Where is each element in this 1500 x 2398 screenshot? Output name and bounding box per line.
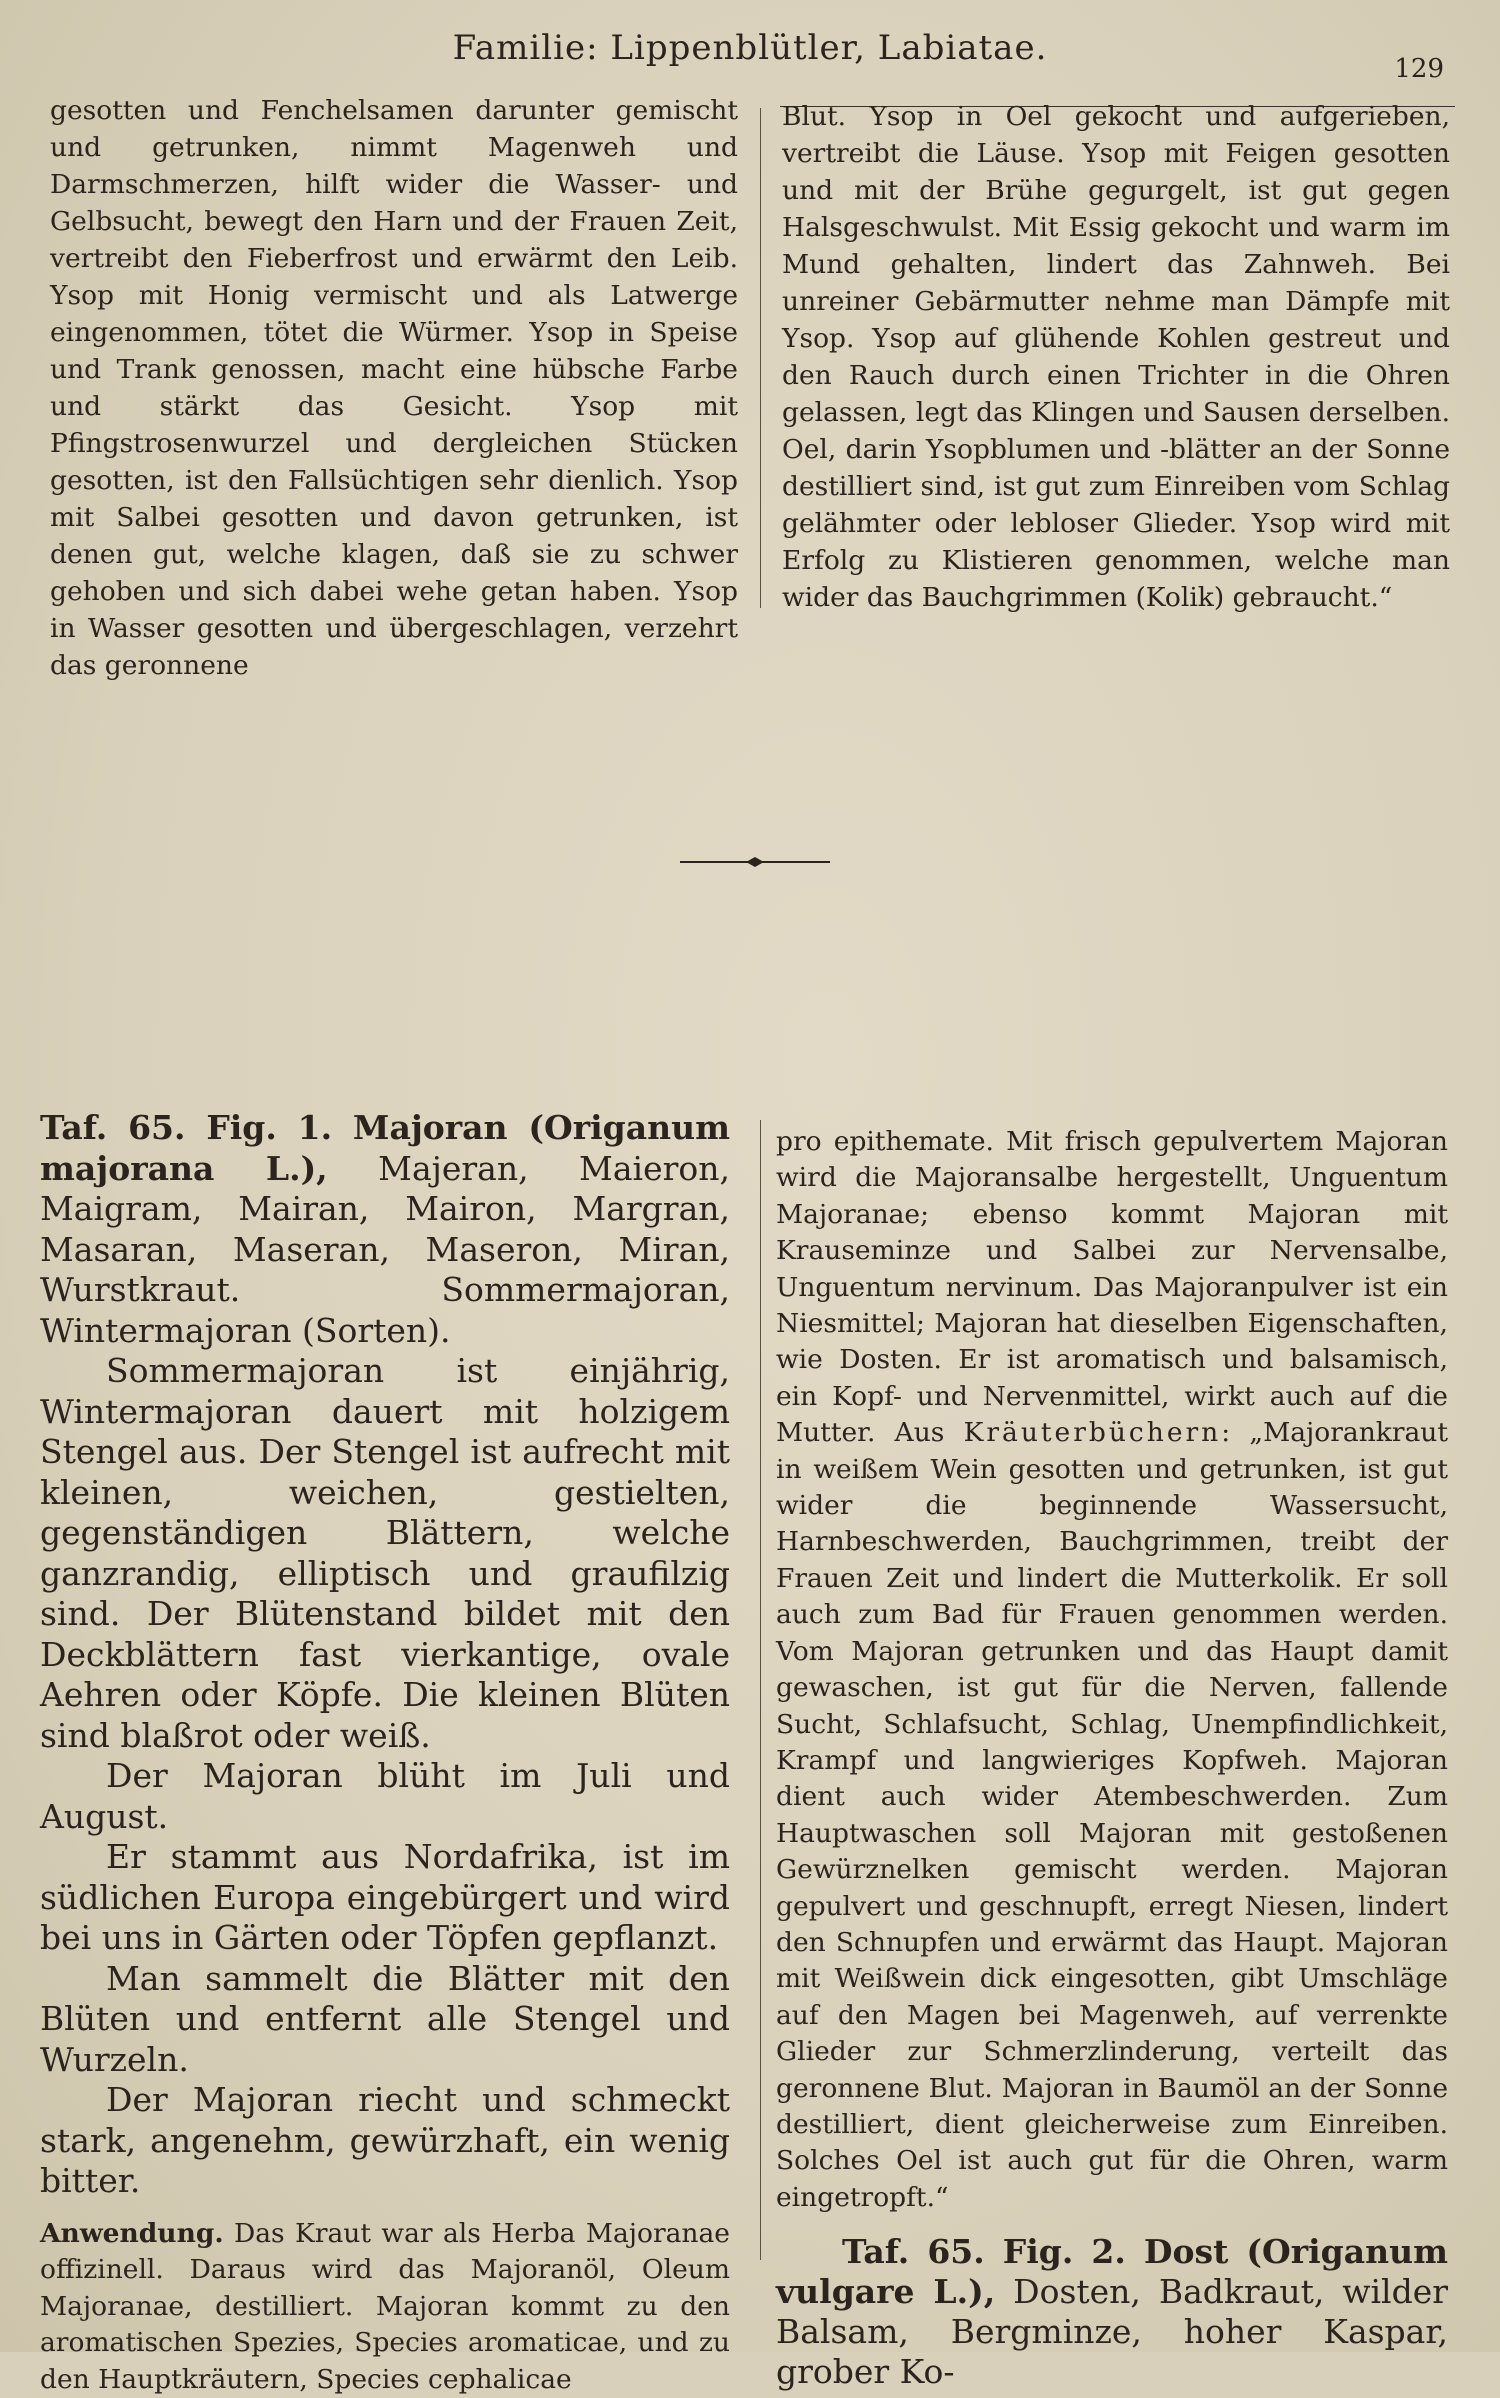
usage-continued-text: pro epithemate. Mit frisch gepulvertem Majoran wird die Majoransalbe hergestellt, Unguentum Majoranae; ebenso kommt Majoran mit Krauseminze und Salbei zur Nervensalbe, Unguentum nervinum. Das Majoranpulver ist ein Niesmittel; Majoran hat dieselben Eigenschaften, wie Dosten. Er ist aromatisch und balsamisch, ein Kopf- und Nervenmittel, wirkt auch auf die Mutter. Aus	[776, 1126, 1448, 1448]
column-divider	[760, 108, 761, 608]
herbals-label: Kräuterbüchern	[964, 1417, 1222, 1448]
paragraph: gesotten und Fenchelsamen darunter gemischt und getrunken, nimmt Magenweh und Darmschmerzen, hilft wider die Wasser- und Gelbsucht, bewegt den Harn und der Frauen Zeit, vertreibt den Fieberfrost und erwärmt den Leib. Ysop mit Honig vermischt und als Latwerge eingenommen, tötet die Würmer. Ysop in Speise und Trank genossen, macht eine hübsche Farbe und stärkt das Gesicht. Ysop mit Pfingstrosenwurzel und dergleichen Stücken gesotten, ist den Fallsüchtigen sehr dienlich. Ysop mit Salbei gesotten und davon getrunken, ist denen gut, welche klagen, daß sie zu schwer gehoben und sich dabei wehe getan haben. Ysop in Wasser gesotten und übergeschlagen, verzehrt das geronnene	[50, 92, 738, 684]
usage-label: Anwendung.	[40, 2218, 224, 2249]
paragraph-flowering: Der Majoran blüht im Juli und August.	[40, 1756, 730, 1837]
running-head: Familie: Lippenblütler, Labiatae.	[0, 28, 1500, 68]
entry-heading-fig2	[776, 2232, 1448, 2392]
page-number: 129	[1394, 54, 1444, 84]
paragraph-harvest: Man sammelt die Blätter mit den Blüten und entfernt alle Stengel und Wurzeln.	[40, 1959, 730, 2081]
top-right-column	[782, 98, 1450, 616]
bottom-left-column	[40, 1108, 730, 2398]
section-ornament	[680, 856, 830, 868]
entry-heading	[40, 1108, 730, 1351]
entry-heading-synonyms: Majeran, Maieron, Maigram, Mairan, Mairon, Margran, Masaran, Maseran, Maseron, Miran, Wurstkraut. Sommermajoran, Wintermajoran (Sorten).	[40, 1149, 730, 1350]
bottom-right-column	[776, 1124, 1448, 2392]
paragraph: Blut. Ysop in Oel gekocht und aufgerieben, vertreibt die Läuse. Ysop mit Feigen gesotten und mit der Brühe gegurgelt, ist gut gegen Halsgeschwulst. Mit Essig gekocht und warm im Mund gehalten, lindert das Zahnweh. Bei unreiner Gebärmutter nehme man Dämpfe mit Ysop. Ysop auf glühende Kohlen gestreut und den Rauch durch einen Trichter in die Ohren gelassen, legt das Klingen und Sausen derselben. Oel, darin Ysopblumen und -blätter an der Sonne destilliert sind, ist gut zum Einreiben vom Schlag gelähmter oder lebloser Glieder. Ysop wird mit Erfolg zu Klistieren genommen, welche man wider das Bauchgrimmen (Kolik) gebraucht.“	[782, 98, 1450, 616]
entry-heading-title: Taf. 65. Fig. 1. Majoran (Origanum majorana L.),	[40, 1108, 730, 1188]
herbals-quote: : „Majorankraut in weißem Wein gesotten und getrunken, ist gut wider die beginnende Wassersucht, Harnbeschwerden, Bauchgrimmen, treibt der Frauen Zeit und lindert die Mutterkolik. Er soll auch zum Bad für Frauen genommen werden. Vom Majoran getrunken und das Haupt damit gewaschen, ist gut für die Nerven, fallende Sucht, Schlafsucht, Schlag, Unempfindlichkeit, Krampf und langwieriges Kopfweh. Majoran dient auch wider Atembeschwerden. Zum Hauptwaschen soll Majoran mit gestoßenen Gewürznelken gemischt werden. Majoran gepulvert und geschnupft, erregt Niesen, lindert den Schnupfen und erwärmt das Haupt. Majoran mit Weißwein dick eingesotten, gibt Umschläge auf den Magen bei Magenweh, auf verrenkte Glieder zur Schmerzlinderung, verteilt das geronnene Blut. Majoran in Baumöl an der Sonne destilliert, dient gleicherweise zum Einreiben. Solches Oel ist auch gut für die Ohren, warm eingetropft.“	[776, 1417, 1448, 2213]
usage-text: Das Kraut war als Herba Majoranae offizinell. Daraus wird das Majoranöl, Oleum Majoranae, destilliert. Majoran kommt zu den aromatischen Spezies, Species aromaticae, und zu den Hauptkräutern, Species cephalicae	[40, 2218, 730, 2395]
top-left-column	[50, 92, 738, 684]
column-divider	[760, 1120, 761, 2260]
paragraph-description: Sommermajoran ist einjährig, Wintermajoran dauert mit holzigem Stengel aus. Der Stengel ist aufrecht mit kleinen, weichen, gestielten, gegenständigen Blättern, welche ganzrandig, elliptisch und graufilzig sind. Der Blütenstand bildet mit den Deckblättern fast vierkantige, ovale Aehren oder Köpfe. Die kleinen Blüten sind blaßrot oder weiß.	[40, 1351, 730, 1756]
fig2-synonyms: Dosten, Badkraut, wilder Balsam, Bergminze, hoher Kaspar, grober Ko-	[776, 2272, 1448, 2391]
paragraph-usage	[40, 2216, 730, 2398]
paragraph-origin: Er stammt aus Nordafrika, ist im südlichen Europa eingebürgert und wird bei uns in Gärten oder Töpfen gepflanzt.	[40, 1837, 730, 1959]
paragraph-smell: Der Majoran riecht und schmeckt stark, angenehm, gewürzhaft, ein wenig bitter.	[40, 2080, 730, 2202]
paragraph-usage-continued	[776, 1124, 1448, 2216]
fig2-title: Taf. 65. Fig. 2. Dost (Origanum vulgare L.),	[776, 2232, 1448, 2311]
